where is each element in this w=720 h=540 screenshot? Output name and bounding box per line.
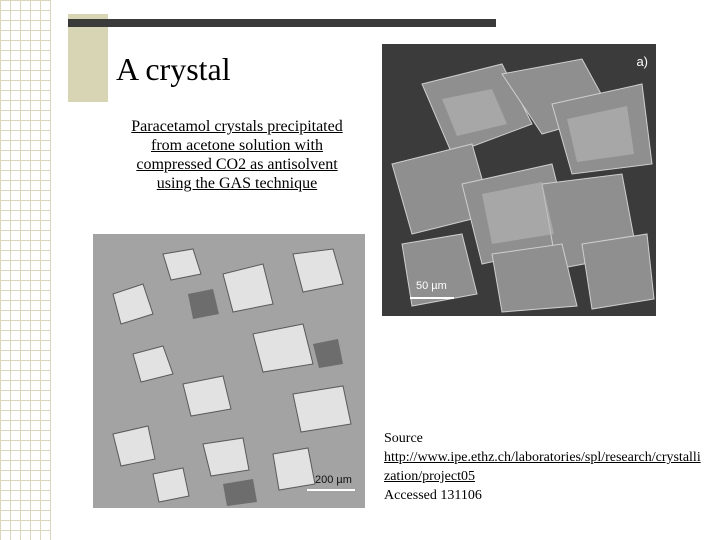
source-label: Source xyxy=(384,431,423,446)
sem-image-paracetamol-plates xyxy=(382,44,656,316)
sem-scale-label-top: 50 µm xyxy=(416,280,447,292)
sem-panel-label: a) xyxy=(636,54,648,69)
title-accent-block xyxy=(68,14,108,102)
sem-image-paracetamol-crystals xyxy=(93,234,365,508)
slide-caption: Paracetamol crystals precipitated from acetone solution with compressed CO2 as antisolvent using the GAS technique xyxy=(131,118,343,192)
decorative-grid-strip xyxy=(0,0,51,540)
source-citation xyxy=(384,429,704,505)
slide-title: A crystal xyxy=(116,51,231,87)
sem-image-plates-graphic xyxy=(382,44,656,316)
sem-scale-label-bottom: 200 µm xyxy=(315,474,352,486)
sem-image-crystals-graphic xyxy=(93,234,365,508)
source-link[interactable]: http://www.ipe.ethz.ch/laboratories/spl/research/crystallization/project05 xyxy=(384,450,701,484)
title-accent-rule xyxy=(68,19,496,27)
source-accessed: Accessed 131106 xyxy=(384,488,482,503)
